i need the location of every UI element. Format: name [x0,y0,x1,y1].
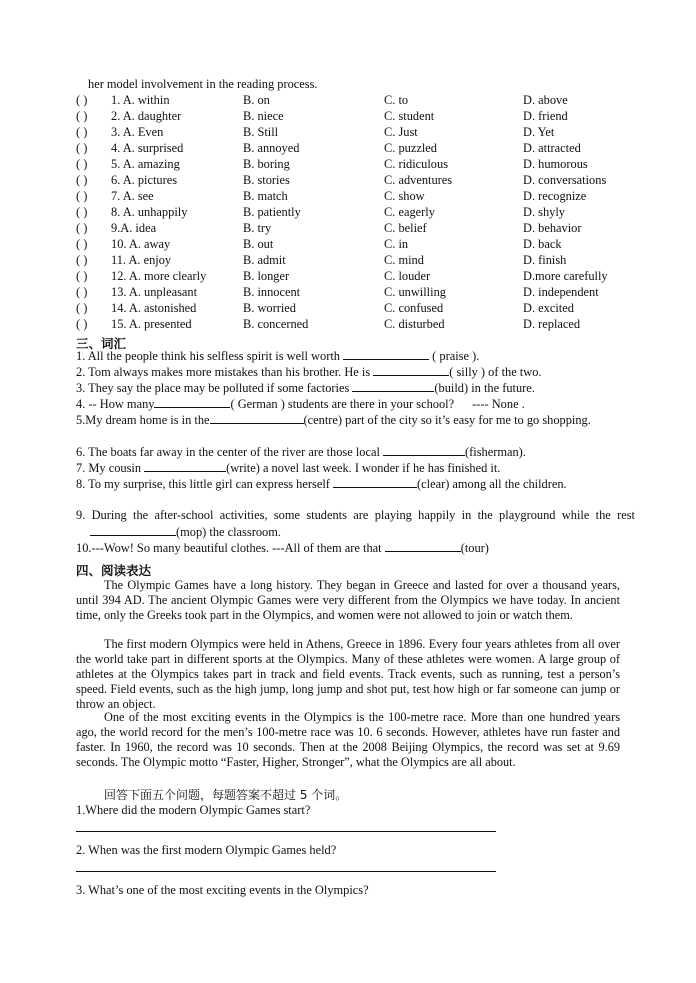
vocab-question-6 [76,443,621,460]
question-hint: ( silly ) of the two. [449,365,542,379]
option-b: B. annoyed [243,141,300,155]
option-b: B. try [243,221,272,235]
option-d: D. conversations [523,173,607,187]
question-hint: (centre) part of the city so it’s easy for me to go shopping. [303,413,591,427]
question-hint: (build) in the future. [434,381,535,395]
answer-blank[interactable] [210,411,304,424]
answer-paren[interactable]: ( ) [76,285,88,299]
option-b: B. on [243,93,270,107]
answer-paren[interactable]: ( ) [76,173,88,187]
cloze-question-row [76,92,636,108]
option-d: D. humorous [523,157,588,171]
option-c: C. to [384,93,409,107]
option-b: B. worried [243,301,296,315]
vocab-question-5 [76,411,621,428]
vocab-question-4 [76,395,621,412]
option-d: D. independent [523,285,599,299]
option-b: B. stories [243,173,290,187]
question-text: 2. Tom always makes more mistakes than his brother. He is [76,365,374,379]
answer-paren[interactable]: ( ) [76,125,88,139]
option-d: D. shyly [523,205,565,219]
option-d: D. attracted [523,141,581,155]
option-a: 11. A. enjoy [111,253,172,267]
option-a: 7. A. see [111,189,154,203]
option-a: 1. A. within [111,93,170,107]
option-c: C. show [384,189,425,203]
option-b: B. out [243,237,274,251]
question-text: 10.---Wow! So many beautiful clothes. ---All of them are that [76,541,385,555]
cloze-question-row [76,204,636,220]
answer-line[interactable] [76,831,496,832]
cloze-question-row [76,284,636,300]
vocab-question-9 [76,507,635,540]
question-hint: ( German ) students are there in your school? [230,397,455,411]
vocab-question-10 [76,539,621,556]
option-d: D.more carefully [523,269,608,283]
option-c: C. ridiculous [384,157,449,171]
option-d: D. behavior [523,221,582,235]
question-text: 8. To my surprise, this little girl can express herself [76,477,333,491]
question-hint: (fisherman). [465,445,526,459]
answer-blank[interactable] [90,523,176,536]
question-text: 7. My cousin [76,461,145,475]
cloze-question-row [76,172,636,188]
option-d: D. finish [523,253,567,267]
cloze-question-row [76,316,636,332]
option-b: B. innocent [243,285,301,299]
answer-paren[interactable]: ( ) [76,237,88,251]
option-c: C. adventures [384,173,453,187]
reading-question-1: 1.Where did the modern Olympic Games start? [76,803,311,817]
option-c: C. unwilling [384,285,446,299]
reading-instruction: 回答下面五个问题，每题答案不超过 5 个词。 [104,788,348,802]
option-c: C. disturbed [384,317,445,331]
cloze-question-row [76,220,636,236]
question-hint: (tour) [460,541,489,555]
response-text: ---- None . [472,397,525,411]
question-text: 3. They say the place may be polluted if some factories [76,381,353,395]
cloze-intro-text: her model involvement in the reading process. [88,77,318,91]
answer-paren[interactable]: ( ) [76,317,88,331]
reading-question-2: 2. When was the first modern Olympic Games held? [76,843,337,857]
reading-heading: 四、阅读表达 [76,563,152,578]
reading-paragraph-3: One of the most exciting events in the Olympics is the 100-metre race. More than one hundred years ago, the world record for the men’s 100-metre race was 10. 6 seconds. However, athletes have run faster and faster. In 1960, the record was 10 seconds. Then at the 2008 Beijing Olympics, the record was set at 9.69 seconds. The Olympic motto “Faster, Higher, Stronger”, what the Olympics are all about. [76,710,620,769]
answer-paren[interactable]: ( ) [76,269,88,283]
answer-blank[interactable] [373,363,449,376]
answer-paren[interactable]: ( ) [76,109,88,123]
option-b: B. concerned [243,317,309,331]
answer-paren[interactable]: ( ) [76,93,88,107]
answer-blank[interactable] [333,475,417,488]
answer-blank[interactable] [144,459,226,472]
option-b: B. niece [243,109,284,123]
reading-question-3: 3. What’s one of the most exciting events in the Olympics? [76,883,369,897]
question-hint: (write) a novel last week. I wonder if he has finished it. [226,461,501,475]
question-hint: ( praise ). [429,349,480,363]
cloze-question-row [76,188,636,204]
vocab-question-3 [76,379,621,396]
option-a: 5. A. amazing [111,157,180,171]
cloze-question-row [76,300,636,316]
question-text: 6. The boats far away in the center of the river are those local [76,445,383,459]
answer-paren[interactable]: ( ) [76,189,88,203]
answer-blank[interactable] [343,347,429,360]
option-c: C. puzzled [384,141,437,155]
option-d: D. recognize [523,189,587,203]
option-c: C. student [384,109,435,123]
question-text: 9. During the after-school activities, some students are playing happily in the playground while the rest [76,508,635,522]
option-b: B. patiently [243,205,301,219]
question-text: 5.My dream home is in the [76,413,210,427]
option-d: D. above [523,93,568,107]
cloze-question-row [76,140,636,156]
vocab-question-8 [76,475,635,492]
option-b: B. longer [243,269,290,283]
answer-blank[interactable] [383,443,465,456]
option-a: 14. A. astonished [111,301,197,315]
option-d: D. back [523,237,562,251]
option-c: C. eagerly [384,205,435,219]
option-c: C. mind [384,253,424,267]
option-d: D. Yet [523,125,555,139]
vocab-question-7 [76,459,621,476]
option-a: 10. A. away [111,237,171,251]
option-a: 2. A. daughter [111,109,182,123]
option-a: 9.A. idea [111,221,157,235]
cloze-question-row [76,124,636,140]
answer-paren[interactable]: ( ) [76,141,88,155]
option-c: C. belief [384,221,427,235]
option-d: D. replaced [523,317,581,331]
option-b: B. boring [243,157,290,171]
option-c: C. in [384,237,409,251]
answer-paren[interactable]: ( ) [76,205,88,219]
cloze-question-row [76,108,636,124]
vocab-question-2 [76,363,621,380]
cloze-question-row [76,236,636,252]
answer-paren[interactable]: ( ) [76,301,88,315]
option-b: B. match [243,189,288,203]
vocab-question-1 [76,347,621,364]
option-d: D. excited [523,301,574,315]
cloze-question-row [76,156,636,172]
answer-paren[interactable]: ( ) [76,221,88,235]
question-hint: (mop) the classroom. [176,525,281,539]
cloze-question-row [76,268,636,284]
question-text: 1. All the people think his selfless spirit is well worth [76,349,344,363]
option-d: D. friend [523,109,568,123]
option-b: B. admit [243,253,286,267]
option-a: 13. A. unpleasant [111,285,198,299]
answer-blank[interactable] [385,539,461,552]
option-a: 12. A. more clearly [111,269,207,283]
question-text: 4. -- How many [76,397,155,411]
option-a: 15. A. presented [111,317,192,331]
option-c: C. louder [384,269,431,283]
option-a: 8. A. unhappily [111,205,188,219]
reading-paragraph-1: The Olympic Games have a long history. They began in Greece and lasted for over a thousand years, until 394 AD. The ancient Olympic Games were very different from the Olympics we have today. In ancient time, only the Greeks took part in the Olympics, and women were not allowed to join or watch them. [76,578,620,622]
answer-blank[interactable] [352,379,434,392]
answer-blank[interactable] [154,395,230,408]
answer-paren[interactable]: ( ) [76,157,88,171]
vocab-heading: 三、词汇 [76,336,127,351]
question-hint: (clear) among all the children. [417,477,567,491]
option-c: C. confused [384,301,444,315]
option-c: C. Just [384,125,418,139]
reading-paragraph-2: The first modern Olympics were held in Athens, Greece in 1896. Every four years athletes from all over the world take part in different sports at the Olympics. Many of these athletes were women. A large group of athletes at the Olympics takes part in track and field events. Track events, such as running, test a person’s speed. Field events, such as the high jump, long jump and shot put, test how high or far someone can jump or throw an object. [76,637,620,711]
option-a: 4. A. surprised [111,141,184,155]
cloze-question-row [76,252,636,268]
option-a: 3. A. Even [111,125,164,139]
option-b: B. Still [243,125,279,139]
answer-paren[interactable]: ( ) [76,253,88,267]
answer-line[interactable] [76,871,496,872]
option-a: 6. A. pictures [111,173,178,187]
